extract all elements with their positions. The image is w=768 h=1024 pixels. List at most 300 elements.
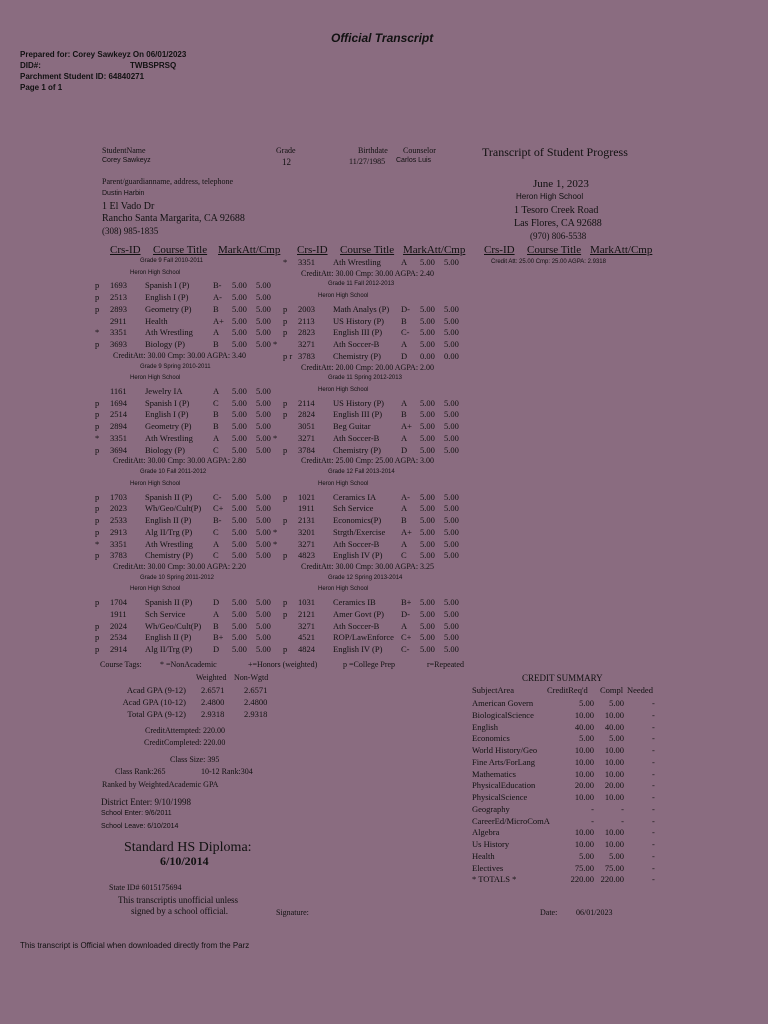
credit-required: 220.00 bbox=[570, 874, 594, 885]
course-att: 5.00 bbox=[420, 503, 435, 514]
grade-label: Grade bbox=[276, 146, 296, 155]
course-id: 2121 bbox=[298, 608, 315, 619]
credit-completed: 10.00 bbox=[604, 756, 624, 767]
credit-needed: - bbox=[652, 780, 655, 791]
course-att: 5.00 bbox=[232, 515, 247, 526]
course-flag: p bbox=[283, 491, 288, 502]
course-mark: A bbox=[213, 386, 220, 397]
did-label: DID#: bbox=[20, 61, 41, 70]
course-id: 3201 bbox=[298, 526, 315, 537]
course-mark: A bbox=[401, 397, 408, 408]
credit-required: 10.00 bbox=[574, 827, 594, 838]
course-att: 5.00 bbox=[420, 620, 435, 631]
gpa-label: Acad GPA (9-12) bbox=[126, 685, 186, 695]
course-cmp: 5.00 * bbox=[256, 339, 278, 350]
term-credit-summary: CreditAtt: 30.00 Cmp: 30.00 AGPA: 2.40 bbox=[301, 268, 435, 278]
course-flag: p r bbox=[283, 350, 293, 361]
course-id: 2913 bbox=[110, 526, 127, 537]
term-credit-summary: CreditAtt: 30.00 Cmp: 30.00 AGPA: 3.25 bbox=[301, 561, 435, 571]
credit-completed: 10.00 bbox=[604, 839, 624, 849]
course-mark: A bbox=[401, 257, 408, 267]
counselor-value: Carlos Luis bbox=[396, 157, 432, 164]
gpa-row bbox=[100, 685, 280, 696]
credit-needed: - bbox=[652, 827, 655, 838]
course-title: Chemistry (P) bbox=[333, 350, 381, 361]
credit-required: 10.00 bbox=[574, 709, 594, 720]
tag-repeated: r=Repeated bbox=[427, 660, 464, 669]
course-row bbox=[283, 327, 478, 338]
course-title: Spanish I (P) bbox=[145, 280, 190, 291]
course-att: 5.00 bbox=[232, 397, 247, 408]
course-mark: C- bbox=[401, 327, 410, 338]
term-label: Grade 9 Spring 2010-2011 bbox=[140, 363, 211, 370]
course-mark: A+ bbox=[401, 526, 412, 537]
course-title: Ath Soccer-B bbox=[333, 432, 380, 443]
course-cmp: 5.00 bbox=[444, 515, 459, 526]
course-id: 2023 bbox=[110, 503, 127, 514]
course-mark: B- bbox=[213, 280, 222, 291]
credit-needed: - bbox=[652, 815, 655, 826]
credit-required: 5.00 bbox=[579, 733, 594, 744]
guardian-address2: Rancho Santa Margarita, CA 92688 bbox=[102, 213, 245, 224]
course-mark: D bbox=[401, 350, 408, 361]
gpa-nonweighted: 2.9318 bbox=[244, 709, 268, 719]
course-title: Ceramics IA bbox=[333, 491, 377, 502]
course-att: 5.00 bbox=[232, 644, 247, 655]
course-att: 5.00 bbox=[232, 491, 247, 502]
course-id: 3351 bbox=[298, 257, 315, 267]
counselor-label: Counselor bbox=[403, 146, 436, 155]
course-att: 5.00 bbox=[232, 292, 247, 303]
course-mark: C- bbox=[213, 491, 222, 502]
course-title: Alg II/Trg (P) bbox=[145, 526, 193, 537]
course-mark: C+ bbox=[401, 632, 412, 643]
course-mark: B bbox=[213, 421, 219, 432]
term-label: Grade 10 Fall 2011-2012 bbox=[140, 469, 207, 476]
course-flag: p bbox=[283, 515, 288, 526]
course-cmp: 5.00 bbox=[256, 315, 271, 326]
course-id: 4824 bbox=[298, 644, 315, 655]
class-size: Class Size: 395 bbox=[170, 755, 220, 764]
credit-required: 10.00 bbox=[574, 792, 594, 802]
course-cmp: 5.00 bbox=[256, 327, 271, 338]
course-row bbox=[95, 632, 290, 643]
school-enter: School Enter: 9/6/2011 bbox=[101, 810, 172, 817]
course-flag: p bbox=[283, 444, 288, 455]
course-flag: * bbox=[95, 538, 100, 549]
credit-needed: - bbox=[652, 803, 655, 814]
school-label: Heron High School bbox=[130, 586, 181, 593]
school-address1: 1 Tesoro Creek Road bbox=[514, 205, 599, 216]
school-label: Heron High School bbox=[318, 293, 369, 300]
course-row bbox=[95, 303, 290, 315]
credit-completed: 10.00 bbox=[604, 745, 624, 755]
term-label: Grade 10 Spring 2011-2012 bbox=[140, 574, 214, 581]
course-title: Chemistry (P) bbox=[145, 550, 193, 561]
course-cmp: 5.00 bbox=[444, 526, 459, 537]
course-title: Spanish II (P) bbox=[145, 491, 193, 502]
course-att: 5.00 bbox=[420, 257, 435, 267]
student-name: Corey Sawkeyz bbox=[102, 157, 151, 164]
course-id: 2893 bbox=[110, 303, 127, 314]
course-row bbox=[288, 621, 478, 632]
course-id: 3271 bbox=[298, 538, 315, 549]
course-flag: p bbox=[95, 292, 100, 303]
course-flag: p bbox=[283, 608, 288, 619]
credit-attempted: CreditAttempted: 220.00 bbox=[145, 726, 225, 735]
course-mark: B- bbox=[213, 515, 222, 526]
course-id: 4823 bbox=[298, 550, 315, 561]
course-title: Sch Service bbox=[145, 608, 186, 619]
tag-college-prep: p =College Prep bbox=[343, 660, 396, 669]
subject-area: Health bbox=[472, 850, 495, 861]
course-title: Health bbox=[145, 315, 168, 326]
subject-area: CareerEd/MicroComA bbox=[472, 815, 550, 826]
term-label: Grade 11 Fall 2012-2013 bbox=[328, 281, 395, 288]
course-mark: A bbox=[213, 538, 220, 549]
course-row bbox=[283, 303, 478, 315]
course-id: 2533 bbox=[110, 515, 127, 526]
credit-required: 40.00 bbox=[574, 721, 594, 732]
credit-completed: 5.00 bbox=[609, 698, 624, 708]
course-row bbox=[95, 597, 290, 608]
course-att: 5.00 bbox=[232, 503, 247, 514]
did-value: TWBSPRSQ bbox=[130, 61, 177, 70]
course-flag: p bbox=[95, 515, 100, 526]
school-leave: School Leave: 6/10/2014 bbox=[101, 823, 179, 830]
course-mark: B bbox=[213, 339, 219, 350]
term-credit-summary: CreditAtt: 30.00 Cmp: 30.00 AGPA: 3.40 bbox=[113, 350, 247, 360]
course-att: 5.00 bbox=[232, 608, 247, 619]
course-id: 2534 bbox=[110, 632, 127, 643]
credit-needed: - bbox=[652, 874, 655, 885]
course-att: 5.00 bbox=[420, 315, 435, 326]
course-id: 1694 bbox=[110, 397, 127, 408]
course-row bbox=[95, 397, 290, 409]
school-address2: Las Flores, CA 92688 bbox=[514, 218, 602, 229]
course-cmp: 5.00 bbox=[256, 421, 271, 432]
credit-summary-header bbox=[472, 685, 662, 696]
course-cmp: 5.00 bbox=[256, 550, 271, 561]
course-cmp: 5.00 bbox=[444, 397, 459, 408]
course-flag: * bbox=[95, 327, 100, 338]
credit-summary-row bbox=[472, 827, 662, 838]
course-cmp: 5.00 bbox=[444, 421, 459, 432]
course-cmp: 5.00 bbox=[444, 597, 459, 608]
col2-header-course-title: Course Title bbox=[340, 244, 395, 256]
course-title: Math Analys (P) bbox=[333, 303, 390, 314]
course-mark: B bbox=[401, 409, 407, 420]
course-title: Beg Guitar bbox=[333, 421, 371, 432]
course-row bbox=[283, 644, 478, 655]
subject-area: BiologicalScience bbox=[472, 709, 534, 720]
course-mark: B+ bbox=[213, 632, 224, 643]
unofficial-notice-line1: This transcriptis unofficial unless bbox=[118, 895, 239, 905]
subject-area: PhysicalEducation bbox=[472, 780, 536, 791]
course-cmp: 5.00 bbox=[444, 538, 459, 549]
course-cmp: 5.00 bbox=[256, 503, 271, 514]
credit-completed: CreditCompleted: 220.00 bbox=[144, 738, 226, 747]
course-flag: p bbox=[283, 327, 288, 338]
course-mark: A bbox=[401, 620, 408, 631]
course-cmp: 5.00 bbox=[444, 632, 459, 643]
header-needed: Needed bbox=[627, 685, 653, 695]
credit-summary-row bbox=[472, 722, 662, 733]
course-id: 3271 bbox=[298, 620, 315, 631]
subject-area: Algebra bbox=[472, 827, 500, 838]
document-title: Official Transcript bbox=[331, 31, 434, 45]
course-title: Economics(P) bbox=[333, 515, 382, 526]
col1-header-course-title: Course Title bbox=[153, 244, 208, 256]
course-cmp: 5.00 bbox=[444, 257, 459, 267]
course-title: English IV (P) bbox=[333, 644, 383, 655]
subject-area: Fine Arts/ForLang bbox=[472, 756, 536, 767]
course-title: ROP/LawEnforce bbox=[333, 632, 394, 643]
course-id: 2113 bbox=[298, 315, 315, 326]
course-att: 5.00 bbox=[420, 491, 435, 502]
course-title: Sch Service bbox=[333, 503, 374, 514]
course-mark: B+ bbox=[401, 597, 412, 608]
course-cmp: 5.00 bbox=[256, 620, 271, 631]
course-row bbox=[95, 432, 290, 444]
col3-header-crs-id: Crs-ID bbox=[484, 244, 515, 256]
course-title: English I (P) bbox=[145, 409, 189, 420]
course-title: English II (P) bbox=[145, 632, 192, 643]
gpa-weighted: 2.4800 bbox=[201, 697, 225, 707]
subject-area: Geography bbox=[472, 803, 510, 814]
course-id: 2824 bbox=[298, 409, 315, 420]
credit-completed: 75.00 bbox=[604, 862, 624, 873]
course-title: Geometry (P) bbox=[145, 421, 192, 432]
course-id: 3051 bbox=[298, 421, 315, 432]
course-id: 1161 bbox=[110, 386, 127, 397]
course-row bbox=[288, 527, 478, 538]
course-mark: D bbox=[213, 644, 220, 655]
course-title: Spanish II (P) bbox=[145, 597, 193, 608]
course-cmp: 5.00 bbox=[444, 327, 459, 338]
course-flag: p bbox=[95, 280, 100, 291]
credit-completed: 10.00 bbox=[604, 792, 624, 802]
course-flag: p bbox=[95, 503, 100, 514]
course-cmp: 5.00 bbox=[256, 515, 271, 526]
course-id: 3351 bbox=[110, 432, 127, 443]
course-cmp: 5.00 bbox=[256, 491, 271, 502]
course-att: 5.00 bbox=[232, 409, 247, 420]
course-id: 3694 bbox=[110, 444, 127, 455]
subject-area: PhysicalScience bbox=[472, 792, 528, 802]
course-att: 5.00 bbox=[232, 339, 247, 350]
term-label: Grade 12 Fall 2013-2014 bbox=[328, 469, 395, 476]
course-id: 2823 bbox=[298, 327, 315, 338]
credit-completed: 40.00 bbox=[604, 721, 624, 732]
col2-header-mark: MarkAtt/Cmp bbox=[403, 244, 466, 256]
course-cmp: 5.00 bbox=[256, 303, 271, 314]
subject-area: * TOTALS * bbox=[472, 874, 517, 885]
course-tags-label: Course Tags: bbox=[100, 660, 142, 669]
course-flag: * bbox=[95, 432, 100, 443]
course-flag: p bbox=[95, 550, 100, 561]
term-credit-summary: CreditAtt: 20.00 Cmp: 20.00 AGPA: 2.00 bbox=[301, 362, 435, 372]
course-row bbox=[95, 339, 290, 350]
course-title: Geometry (P) bbox=[145, 303, 192, 314]
course-att: 5.00 bbox=[420, 421, 435, 432]
credit-summary-row bbox=[472, 780, 662, 791]
credit-needed: - bbox=[652, 792, 655, 802]
course-flag: p bbox=[95, 597, 100, 608]
course-att: 5.00 bbox=[232, 526, 247, 537]
course-id: 1911 bbox=[110, 608, 127, 619]
gpa-nonweighted-label: Non-Wgtd bbox=[234, 673, 269, 682]
course-cmp: 5.00 bbox=[256, 409, 271, 420]
credit-needed: - bbox=[652, 756, 655, 767]
credit-completed: - bbox=[621, 815, 624, 826]
signature-label: Signature: bbox=[276, 908, 309, 917]
guardian-phone: (308) 985-1835 bbox=[102, 226, 159, 236]
course-title: US History (P) bbox=[333, 315, 385, 326]
course-row bbox=[288, 632, 478, 643]
course-row bbox=[283, 444, 478, 456]
credit-needed: - bbox=[652, 839, 655, 849]
course-id: 3351 bbox=[110, 538, 127, 549]
credit-required: 20.00 bbox=[574, 780, 594, 791]
course-id: 3784 bbox=[298, 444, 315, 455]
course-mark: C bbox=[213, 526, 219, 537]
course-att: 5.00 bbox=[420, 444, 435, 455]
course-cmp: 5.00 bbox=[444, 444, 459, 455]
credit-summary-row bbox=[472, 851, 662, 862]
course-att: 5.00 bbox=[232, 444, 247, 455]
course-mark: B bbox=[401, 515, 407, 526]
course-mark: C+ bbox=[213, 503, 224, 514]
course-row bbox=[288, 339, 478, 350]
course-flag: p bbox=[95, 644, 100, 655]
course-att: 5.00 bbox=[232, 386, 247, 397]
course-cmp: 5.00 bbox=[444, 608, 459, 619]
course-id: 2131 bbox=[298, 515, 315, 526]
course-title: English III (P) bbox=[333, 409, 383, 420]
credit-needed: - bbox=[652, 721, 655, 732]
course-att: 5.00 bbox=[420, 608, 435, 619]
course-row bbox=[288, 433, 478, 444]
course-att: 5.00 bbox=[232, 327, 247, 338]
credit-summary-row bbox=[472, 874, 662, 885]
credit-summary-row bbox=[472, 839, 662, 850]
course-flag: p bbox=[283, 303, 288, 314]
course-row bbox=[283, 397, 478, 409]
credit-summary-row bbox=[472, 710, 662, 721]
course-att: 5.00 bbox=[420, 550, 435, 561]
course-id: 2003 bbox=[298, 303, 315, 314]
course-row bbox=[100, 316, 290, 327]
course-mark: A bbox=[401, 432, 408, 443]
course-cmp: 5.00 bbox=[256, 444, 271, 455]
course-cmp: 5.00 * bbox=[256, 526, 278, 537]
course-row bbox=[288, 539, 478, 550]
parchment-student-id: Parchment Student ID: 64840271 bbox=[20, 72, 145, 81]
credit-needed: - bbox=[652, 862, 655, 873]
course-row bbox=[95, 515, 290, 526]
course-id: 2513 bbox=[110, 292, 127, 303]
course-row bbox=[283, 550, 478, 561]
course-flag: p bbox=[95, 409, 100, 420]
course-cmp: 5.00 bbox=[444, 303, 459, 314]
course-cmp: 5.00 bbox=[444, 339, 459, 350]
course-row bbox=[95, 421, 290, 432]
course-id: 1031 bbox=[298, 597, 315, 608]
course-att: 5.00 bbox=[232, 620, 247, 631]
course-mark: D bbox=[401, 444, 408, 455]
course-mark: B bbox=[213, 409, 219, 420]
gpa-weighted: 2.6571 bbox=[201, 685, 225, 695]
course-cmp: 5.00 bbox=[256, 644, 271, 655]
course-row bbox=[95, 538, 290, 550]
course-id: 1021 bbox=[298, 491, 315, 502]
course-att: 5.00 bbox=[420, 339, 435, 350]
class-rank: Class Rank:265 bbox=[115, 767, 166, 776]
course-row bbox=[100, 609, 290, 620]
course-flag: p bbox=[95, 526, 100, 537]
course-id: 3783 bbox=[298, 350, 315, 361]
guardian-address1: 1 El Vado Dr bbox=[102, 201, 155, 212]
gpa-weighted: 2.9318 bbox=[201, 709, 225, 719]
gpa-nonweighted: 2.4800 bbox=[244, 697, 268, 707]
header-subject-area: SubjectArea bbox=[472, 685, 515, 695]
course-flag: p bbox=[95, 491, 100, 502]
course-row bbox=[95, 280, 290, 291]
course-att: 5.00 bbox=[232, 597, 247, 608]
course-row bbox=[283, 608, 478, 620]
gpa-weighted-label: Weighted bbox=[196, 673, 227, 682]
course-row bbox=[283, 597, 478, 608]
course-title: English III (P) bbox=[333, 327, 383, 338]
course-title: Biology (P) bbox=[145, 444, 185, 455]
course-id: 3271 bbox=[298, 432, 315, 443]
credit-needed: - bbox=[652, 850, 655, 861]
course-cmp: 5.00 bbox=[444, 550, 459, 561]
credit-required: 10.00 bbox=[574, 745, 594, 755]
course-mark: D- bbox=[401, 608, 410, 619]
footer-note: This transcript is Official when downloaded directly from the Parz bbox=[20, 941, 250, 950]
course-title: Ath Wrestling bbox=[145, 538, 193, 549]
course-title: English IV (P) bbox=[333, 550, 383, 561]
course-title: Ath Wrestling bbox=[145, 432, 193, 443]
course-flag: p bbox=[95, 632, 100, 643]
school-label: Heron High School bbox=[318, 480, 369, 487]
course-att: 5.00 bbox=[232, 538, 247, 549]
diploma-date: 6/10/2014 bbox=[160, 854, 209, 868]
credit-summary-row bbox=[472, 769, 662, 780]
course-title: English II (P) bbox=[145, 515, 192, 526]
course-cmp: 5.00 * bbox=[256, 538, 278, 549]
course-title: Ath Soccer-B bbox=[333, 538, 380, 549]
school-label: Heron High School bbox=[318, 387, 369, 394]
course-att: 5.00 bbox=[232, 550, 247, 561]
course-mark: D- bbox=[401, 303, 410, 314]
credit-completed: 5.00 bbox=[609, 850, 624, 861]
course-title: Chemistry (P) bbox=[333, 444, 381, 455]
course-flag: p bbox=[95, 620, 100, 631]
course-att: 5.00 bbox=[420, 327, 435, 338]
term-credit-summary: CreditAtt: 30.00 Cmp: 30.00 AGPA: 2.80 bbox=[113, 456, 247, 466]
credit-needed: - bbox=[652, 768, 655, 779]
course-id: 1703 bbox=[110, 491, 127, 502]
course-cmp: 5.00 * bbox=[256, 432, 278, 443]
course-title: Strgth/Exercise bbox=[333, 526, 386, 537]
course-row bbox=[95, 292, 290, 303]
guardian-label: Parent/guardianname, address, telephone bbox=[102, 177, 234, 186]
gpa-label: Total GPA (9-12) bbox=[127, 709, 186, 719]
subject-area: Economics bbox=[472, 733, 510, 744]
